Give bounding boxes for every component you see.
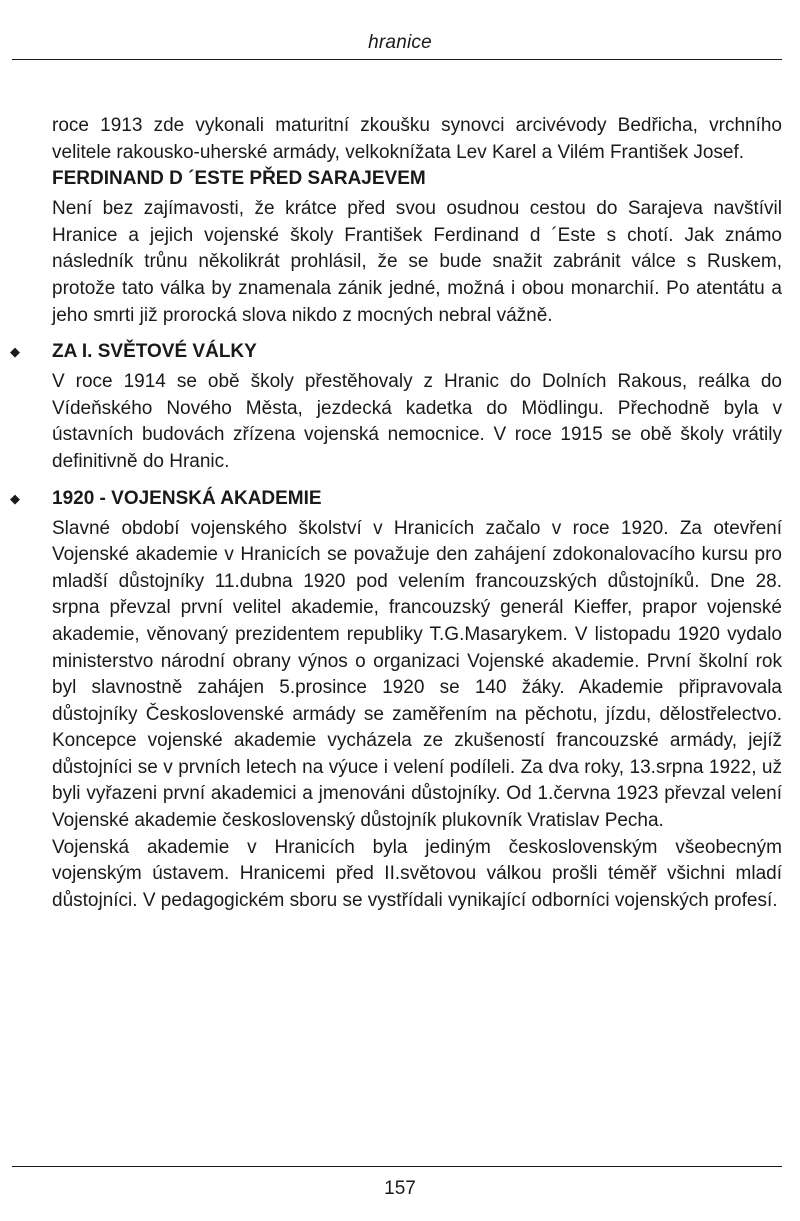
section-heading (10, 339, 782, 365)
section-academy (10, 486, 782, 915)
section-heading (10, 486, 782, 512)
section-heading-text: 1920 - VOJENSKÁ AKADEMIE (52, 487, 322, 509)
page-content (10, 113, 782, 924)
section-heading (52, 166, 782, 192)
section-paragraph: Není bez zajímavosti, že krátce před svou osudnou cestou do Sarajeva navštívil Hranice a jejich vojenské školy František Ferdinand d ´Este s chotí. Jak známo následník trůnu několikrát prohlásil, že se bude snažit zabránit válce s Ruskem, protože tato válka by znamenala zánik jedné, možná i obou monarchií. Po atentátu a jeho smrti již prorocká slova nikdo z mocných nebral vážně. (52, 198, 782, 326)
diamond-bullet-icon: ◆ (10, 490, 20, 506)
intro-paragraph: roce 1913 zde vykonali maturitní zkoušku synovci arcivévody Bedřicha, vrchního velitele rakousko-uherské armády, velkoknížata Lev Karel a Vilém František Josef. (52, 115, 782, 163)
section-paragraph: V roce 1914 se obě školy přestěhovaly z Hranic do Dolních Rakous, reálka do Vídeňského Nového Města, jezdecká kadetka do Mödlingu. Přechodně byla v ústavních budovách zřízena vojenská nemocnice. V roce 1915 se obě školy vrátily definitivně do Hranic. (52, 371, 782, 472)
diamond-bullet-icon: ◆ (10, 344, 20, 360)
running-header: hranice (368, 32, 432, 53)
page-number: 157 (384, 1178, 416, 1199)
section-ferdinand (52, 166, 782, 329)
section-paragraph: Slavné období vojenského školství v Hranicích začalo v roce 1920. Za otevření Vojenské akademie v Hranicích se považuje den zahájení zdokonalovacího kursu pro mladší důstojníky 11.dubna 1920 pod velením francouzských důstojníků. Dne 28. srpna převzal první velitel akademie, francouzský generál Kieffer, prapor vojenské akademie, věnovaný prezidentem republiky T.G.Masarykem. V listopadu 1920 vydalo ministerstvo národní obrany výnos o organizaci Vojenské akademie. První školní rok byl slavnostně zahájen 5.prosince 1920 se 140 žáky. Akademie připravovala důstojníky Československé armády se zaměřením na pěchotu, jízdu, dělostřelectvo. Koncepce vojenské akademie vycházela ze zkušeností francouzské armády, jejíž důstojníci se v prvních letech na výuce i velení podíleli. Za dva roky, 13.srpna 1922, už byli vyřazeni první akademici a jmenováni důstojníky. Od 1.června 1923 převzal velení Vojenské akademie československý důstojník plukovník Vratislav Pecha. (52, 517, 782, 832)
footer-rule (12, 1166, 782, 1167)
section-heading-text: FERDINAND D ´ESTE PŘED SARAJEVEM (52, 168, 426, 190)
section-paragraph: Vojenská akademie v Hranicích byla jediným československým všeobecným vojenským ústavem. Hranicemi před II.světovou válkou prošli téměř všichni mladí důstojníci. V pedagogickém sboru se vystřídali vynikající odborníci vojenských profesí. (52, 836, 782, 911)
header-rule (12, 59, 782, 60)
section-ww1 (10, 339, 782, 475)
section-heading-text: ZA I. SVĚTOVÉ VÁLKY (52, 341, 257, 363)
